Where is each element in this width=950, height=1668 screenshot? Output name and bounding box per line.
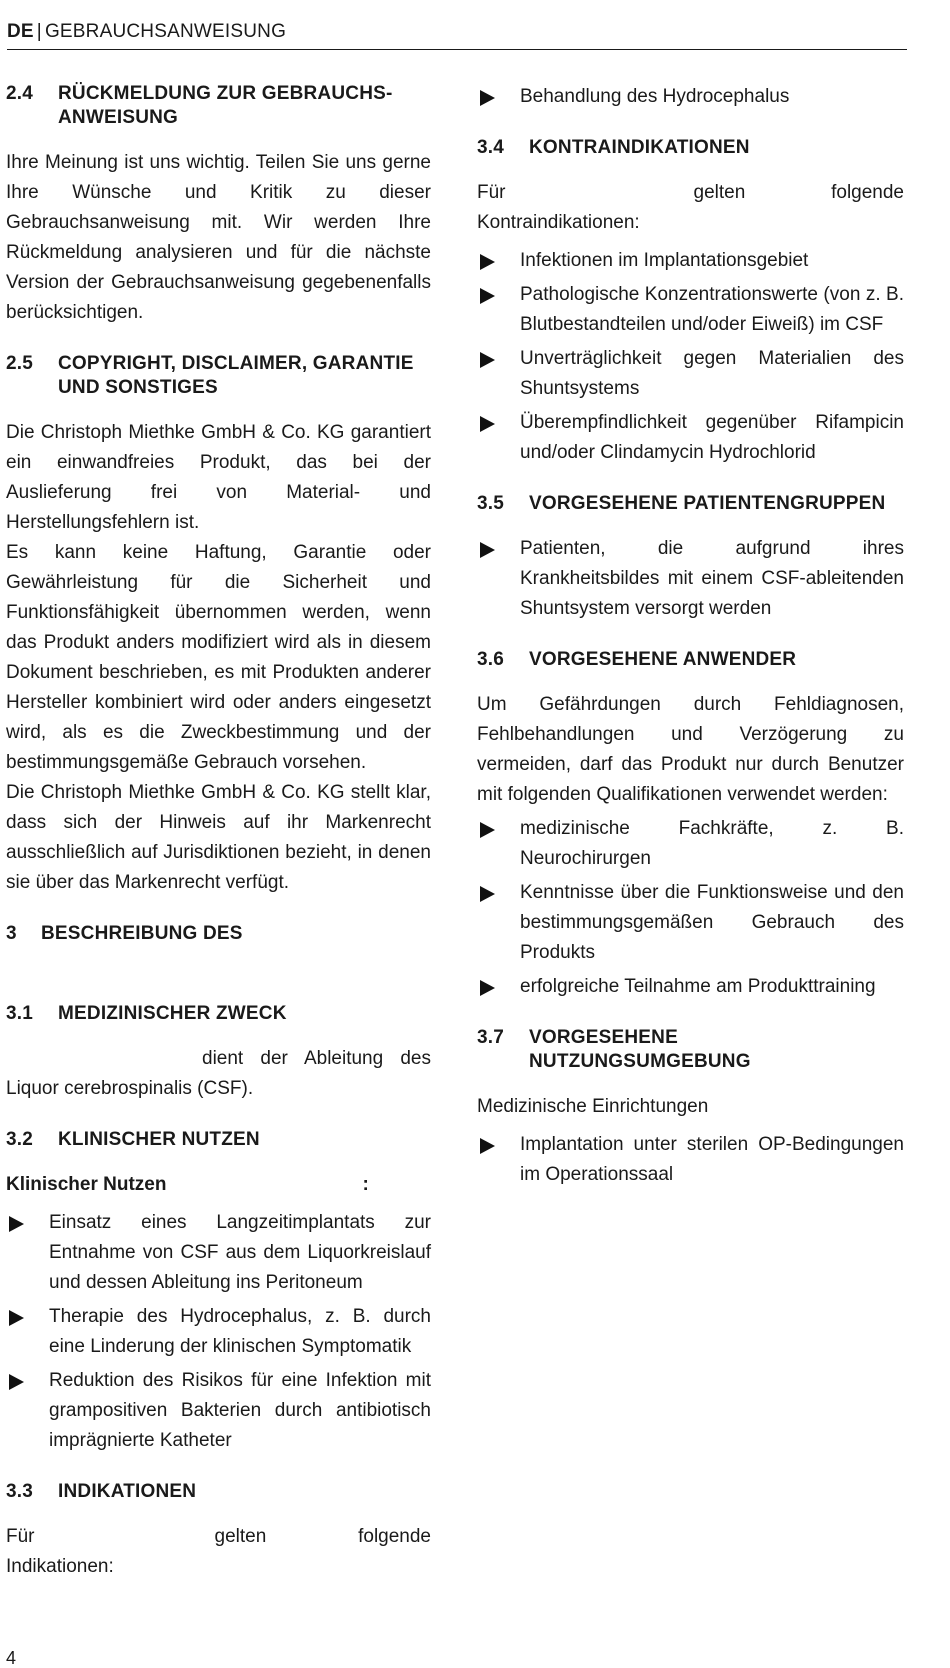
list-item: Kenntnisse über die Funktionsweise und den bestimmungsgemäßen Gebrauch des Produkts [477, 878, 904, 968]
section-3-1-heading [6, 1002, 431, 1026]
section-number: 3 [6, 923, 17, 944]
list-item: Patienten, die aufgrund ihres Krankheitsbildes mit einem CSF-ableitenden Shuntsystem versorgt werden [477, 534, 904, 624]
page-number: 4 [6, 1648, 17, 1668]
liability-text: Es kann keine Haftung, Garantie oder Gewährleistung für die Sicherheit und Funktionsfähigkeit übernommen werden, wenn das Produkt anders modifiziert wird als in diesem Dokument beschrieben, es mit Produkten anderer Hersteller kombiniert wird oder anders eingesetzt wird, als es die Zweckbestimmung und der bestimmungsgemäße Gebrauch vorsehen. [6, 542, 431, 773]
list-item: Therapie des Hydrocephalus, z. B. durch eine Linderung der klinischen Symptomatik [6, 1302, 431, 1362]
purpose-text [6, 1044, 431, 1104]
section-title: RÜCKMELDUNG ZUR GEBRAUCHS-ANWEISUNG [58, 83, 393, 128]
triangle-bullet-icon [480, 886, 495, 902]
section-number: 3.4 [477, 137, 505, 158]
subheading-colon: : [362, 1174, 369, 1195]
environment-list [477, 1130, 904, 1190]
triangle-bullet-icon [480, 1138, 495, 1154]
section-number: 2.4 [6, 83, 34, 104]
contraindications-list [477, 246, 904, 468]
section-3-7-heading [477, 1026, 904, 1074]
environment-text: Medizinische Einrichtungen [477, 1096, 709, 1117]
section-2-4-heading [6, 82, 431, 130]
list-item: Infektionen im Implantationsgebiet [477, 246, 904, 276]
section-3-2-heading [6, 1128, 431, 1152]
list-item: Pathologische Konzentrationswerte (von z. B. Blutbestandteilen und/oder Eiweiß) im CSF [477, 280, 904, 340]
list-item: Implantation unter sterilen OP-Bedingungen im Operationssaal [477, 1130, 904, 1190]
clinical-benefit-list [6, 1208, 431, 1456]
list-item: Behandlung des Hydrocephalus [477, 82, 904, 112]
users-text: Um Gefährdungen durch Fehldiagnosen, Fehlbehandlungen und Verzögerung zu vermeiden, darf das Produkt nur durch Benutzer mit folgenden Qualifikationen verwendet werden: [477, 694, 904, 805]
section-title: KONTRAINDIKATIONEN [529, 137, 750, 158]
section-title: BESCHREIBUNG DES [41, 923, 243, 944]
list-item: Unverträglichkeit gegen Materialien des Shuntsystems [477, 344, 904, 404]
purpose-text-content: dient der Ableitung des Liquor cerebrospinalis (CSF). [6, 1048, 431, 1099]
triangle-bullet-icon [480, 254, 495, 270]
section-3-heading [6, 922, 431, 946]
section-number: 2.5 [6, 353, 34, 374]
page-header [7, 20, 907, 50]
indications-text: Für gelten folgende Indikationen: [6, 1526, 431, 1577]
section-title: MEDIZINISCHER ZWECK [58, 1003, 287, 1024]
section-title: KLINISCHER NUTZEN [58, 1129, 260, 1150]
triangle-bullet-icon [9, 1310, 24, 1326]
section-3-5-heading [477, 492, 904, 516]
header-title: GEBRAUCHSANWEISUNG [44, 21, 287, 42]
triangle-bullet-icon [480, 352, 495, 368]
spacer [6, 964, 431, 1002]
list-item: Überempfindlichkeit gegenüber Rifampicin und/oder Clindamycin Hydrochlorid [477, 408, 904, 468]
triangle-bullet-icon [480, 822, 495, 838]
trademark-text: Die Christoph Miethke GmbH & Co. KG stellt klar, dass sich der Hinweis auf ihr Markenrecht ausschließlich auf Jurisdiktionen bezieht, in denen sie über das Markenrecht verfügt. [6, 782, 431, 893]
list-item: erfolgreiche Teilnahme am Produkttraining [477, 972, 904, 1002]
list-item: Reduktion des Risikos für eine Infektion mit grampositiven Bakterien durch antibiotisch imprägnierte Katheter [6, 1366, 431, 1456]
patient-groups-list [477, 534, 904, 624]
subheading-label: Klinischer Nutzen [6, 1174, 167, 1195]
right-column [477, 82, 904, 1214]
section-number: 3.2 [6, 1129, 34, 1150]
clinical-benefit-subheading [6, 1170, 431, 1200]
section-number: 3.7 [477, 1027, 505, 1048]
section-title: COPYRIGHT, DISCLAIMER, GARANTIE UND SONSTIGES [58, 353, 414, 398]
triangle-bullet-icon [480, 90, 495, 106]
list-item: medizinische Fachkräfte, z. B. Neurochirurgen [477, 814, 904, 874]
section-number: 3.5 [477, 493, 505, 514]
feedback-text: Ihre Meinung ist uns wichtig. Teilen Sie uns gerne Ihre Wünsche und Kritik zu dieser Gebrauchsanweisung mit. Wir werden Ihre Rückmeldung analysieren und für die nächste Version der Gebrauchsanweisung gegebenenfalls berücksichtigen. [6, 152, 431, 323]
section-3-3-heading [6, 1480, 431, 1504]
language-code: DE [7, 21, 34, 42]
triangle-bullet-icon [480, 542, 495, 558]
section-title: VORGESEHENE ANWENDER [529, 649, 797, 670]
section-title: INDIKATIONEN [58, 1481, 197, 1502]
section-number: 3.3 [6, 1481, 34, 1502]
left-column [6, 82, 431, 1606]
section-3-4-heading [477, 136, 904, 160]
warranty-text: Die Christoph Miethke GmbH & Co. KG garantiert ein einwandfreies Produkt, das bei der Auslieferung frei von Material- und Herstellungsfehlern ist. [6, 422, 431, 533]
triangle-bullet-icon [480, 416, 495, 432]
section-number: 3.1 [6, 1003, 34, 1024]
header-separator: | [36, 21, 42, 42]
indications-list-continued [477, 82, 904, 112]
triangle-bullet-icon [480, 980, 495, 996]
triangle-bullet-icon [480, 288, 495, 304]
section-title: VORGESEHENE NUTZUNGSUMGEBUNG [529, 1027, 751, 1072]
section-title: VORGESEHENE PATIENTENGRUPPEN [529, 493, 886, 514]
triangle-bullet-icon [9, 1374, 24, 1390]
triangle-bullet-icon [9, 1216, 24, 1232]
contraindications-text: Für gelten folgende Kontraindikationen: [477, 182, 904, 233]
section-3-6-heading [477, 648, 904, 672]
section-2-5-heading [6, 352, 431, 400]
section-number: 3.6 [477, 649, 505, 670]
list-item: Einsatz eines Langzeitimplantats zur Entnahme von CSF aus dem Liquorkreislauf und dessen Ableitung ins Peritoneum [6, 1208, 431, 1298]
users-list [477, 814, 904, 1002]
